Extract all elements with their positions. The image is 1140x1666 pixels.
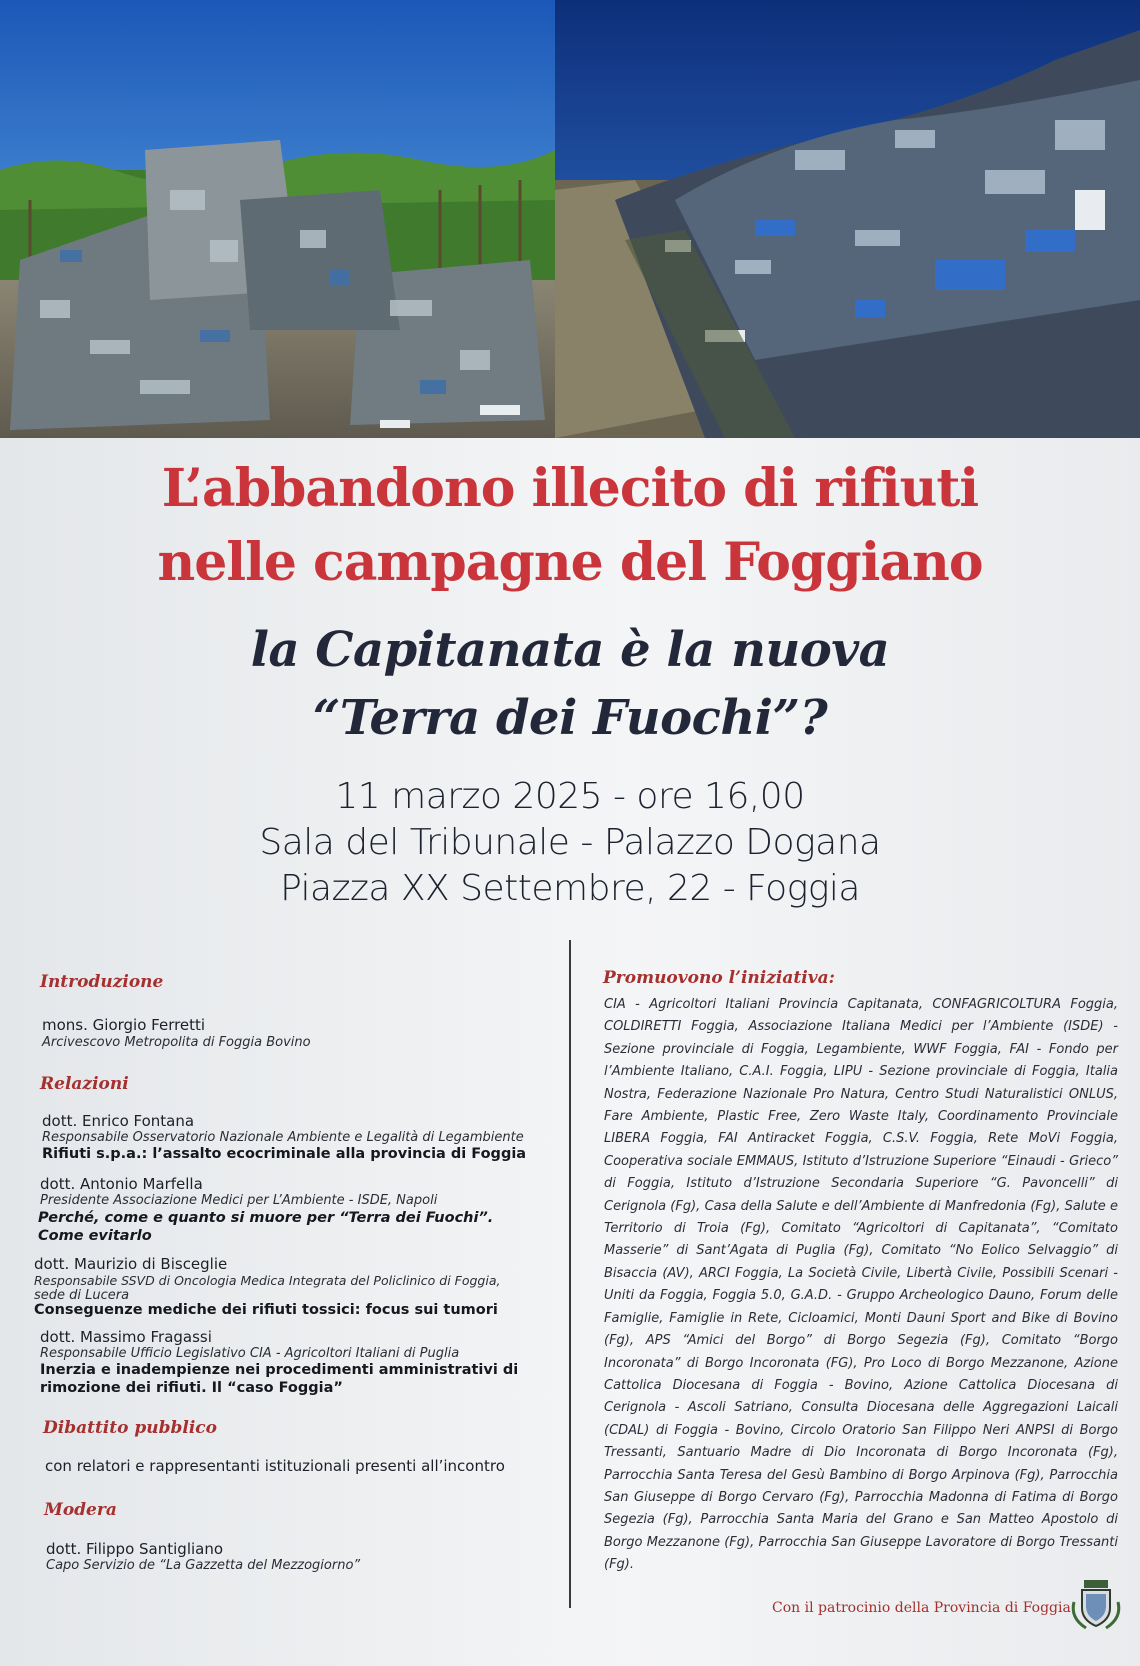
event-address: Piazza XX Settembre, 22 - Foggia	[280, 868, 860, 909]
talks-heading: Relazioni	[40, 1074, 129, 1094]
promoters-list: CIA - Agricoltori Italiani Provincia Capitanata, CONFAGRICOLTURA Foggia, COLDIRETTI Foggia, Associazione Italiana Medici per l’Ambiente (ISDE) - Sezione provinciale di Foggia, Legambiente, WWF Foggia, FAI - Fondo per l’Ambiente Italiano, C.A.I. Foggia, LIPU - Sezione provinciale di Foggia, Italia Nostra, Federazione Nazionale Pro Natura, Centro Studi Naturalistici ONLUS, Fare Ambiente, Plastic Free, Zero Waste Italy, Coordinamento Provinciale LIBERA Foggia, FAI Antiracket Foggia, C.S.V. Foggia, Rete MoVi Foggia, Cooperativa sociale EMMAUS, Istituto d’Istruzione Superiore “Einaudi - Grieco” di Foggia, Istituto d’Istruzione Secondaria Superiore “G. Pavoncelli” di Cerignola (Fg), Casa della Salute e dell’Ambiente di Manfredonia (Fg), Salute e Territorio di Troia (Fg), Comitato “Agricoltori di Capitanata”, “Comitato Masserie” di Sant’Agata di Puglia (Fg), Comitato “No Eolico Selvaggio” di Bisaccia (AV), ARCI Foggia, La Società Civile, Libertà Civile, Possibili Scenari - Uniti da Foggia, Foggia 5.0, G.A.D. - Gruppo Archeologico Dauno, Forum delle Famiglie, Famiglie in Rete, Cicloamici, Monti Dauni Sport and Bike di Bovino (Fg), APS “Amici del Borgo” di Borgo Segezia (Fg), Comitato “Borgo Incoronata” di Borgo Incoronata (FG), Pro Loco di Borgo Mezzanone, Azione Cattolica Diocesana di Foggia - Bovino, Azione Cattolica Diocesana di Cerignola - Ascoli Satriano, Consulta Diocesana delle Aggregazioni Laicali (CDAL) di Foggia - Bovino, Circolo Oratorio San Filippo Neri ANPSI di Borgo Tressanti, Santuario Madre di Dio Incoronata di Borgo Incoronata (Fg), Parrocchia Santa Teresa del Gesù Bambino di Borgo Arpinova (Fg), Parrocchia San Giuseppe di Borgo Cervaro (Fg), Parrocchia Madonna di Fatima di Borgo Segezia (Fg), Parrocchia Santa Maria del Grano e San Matteo Apostolo di Borgo Mezzanone (Fg), Parrocchia San Giuseppe Lavoratore di Borgo Tressanti (Fg).	[604, 997, 1118, 1573]
talk-1-title: Rifiuti s.p.a.: l’assalto ecocriminale alla provincia di Foggia	[42, 1146, 527, 1162]
talk-4-role: Responsabile Ufficio Legislativo CIA - Agricoltori Italiani di Puglia	[40, 1346, 460, 1361]
talk-2-speaker: dott. Antonio Marfella	[40, 1175, 203, 1193]
talk-4-title-line-1: Inerzia e inadempienze nei procedimenti amministrativi di	[40, 1362, 519, 1378]
intro-heading: Introduzione	[40, 972, 164, 992]
debate-heading: Dibattito pubblico	[43, 1418, 218, 1438]
talk-3-role-line-1: Responsabile SSVD di Oncologia Medica Integrata del Policlinico di Foggia,	[34, 1273, 501, 1288]
talk-4-speaker: dott. Massimo Fragassi	[40, 1328, 212, 1346]
provincia-di-foggia-crest-icon	[1068, 1572, 1124, 1632]
talk-4-title-line-2: rimozione dei rifiuti. Il “caso Foggia”	[40, 1380, 343, 1396]
talk-2-title-line-1: Perché, come e quanto si muore per “Terra dei Fuochi”.	[38, 1210, 494, 1226]
promoters-heading: Promuovono l’iniziativa:	[603, 968, 835, 988]
talk-3-speaker: dott. Maurizio di Bisceglie	[34, 1255, 228, 1273]
talk-1-role: Responsabile Osservatorio Nazionale Ambiente e Legalità di Legambiente	[42, 1130, 524, 1145]
moderator-name: dott. Filippo Santigliano	[46, 1540, 224, 1558]
patronage-note: Con il patrocinio della Provincia di Foggia	[772, 1600, 1071, 1616]
talk-1-speaker: dott. Enrico Fontana	[42, 1112, 195, 1130]
column-divider	[569, 940, 571, 1608]
talk-3-role-line-2: sede di Lucera	[34, 1288, 130, 1303]
intro-speaker-name: mons. Giorgio Ferretti	[42, 1016, 206, 1034]
debate-text: con relatori e rappresentanti istituzionali presenti all’incontro	[45, 1457, 505, 1475]
photo-waste-dump	[555, 0, 1140, 438]
intro-speaker-role: Arcivescovo Metropolita di Foggia Bovino	[42, 1035, 311, 1050]
subtitle-line-2: “Terra dei Fuochi”?	[312, 690, 828, 746]
talk-2-role: Presidente Associazione Medici per L’Ambiente - ISDE, Napoli	[40, 1193, 438, 1208]
moderator-heading: Modera	[44, 1500, 117, 1520]
photo-waste-bales	[0, 0, 555, 438]
moderator-role: Capo Servizio de “La Gazzetta del Mezzogiorno”	[46, 1558, 361, 1573]
subtitle-line-1: la Capitanata è la nuova	[250, 622, 890, 678]
title-line-2: nelle campagne del Foggiano	[157, 532, 983, 593]
talk-3-title: Conseguenze mediche dei rifiuti tossici: focus sui tumori	[34, 1302, 498, 1318]
event-venue: Sala del Tribunale - Palazzo Dogana	[259, 822, 881, 863]
event-datetime: 11 marzo 2025 - ore 16,00	[335, 776, 805, 817]
title-line-1: L’abbandono illecito di rifiuti	[161, 458, 979, 519]
talk-2-title-line-2: Come evitarlo	[38, 1228, 152, 1244]
